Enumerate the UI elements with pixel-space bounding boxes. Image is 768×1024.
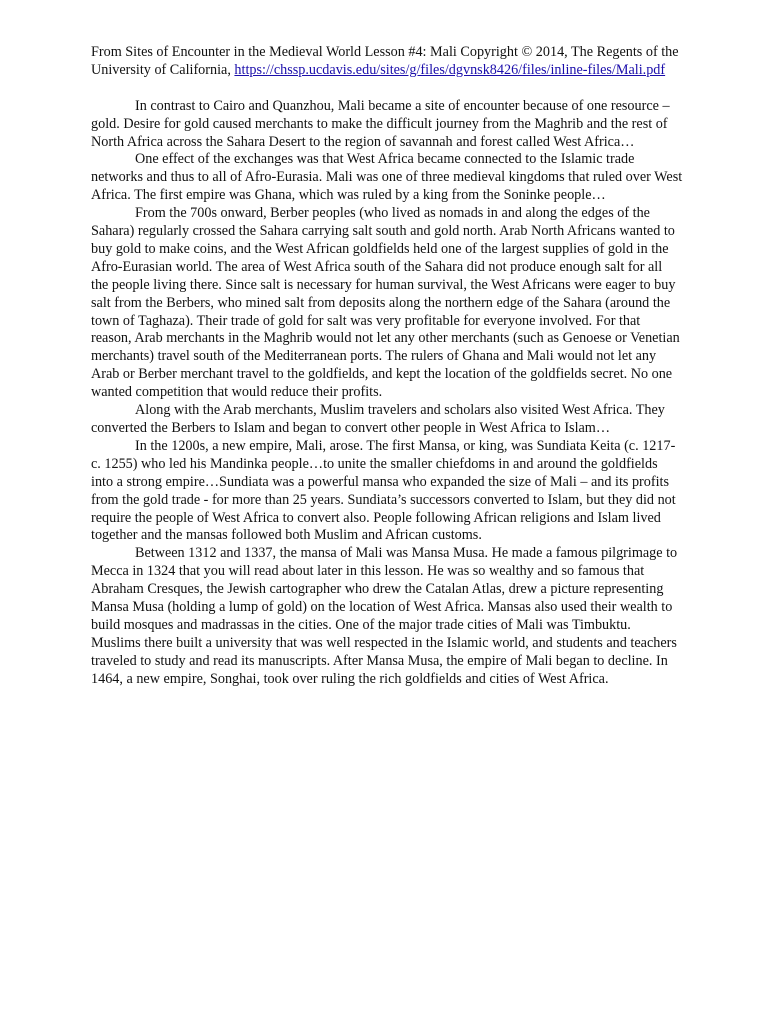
document-page — [91, 44, 683, 689]
paragraph-3: From the 700s onward, Berber peoples (who lived as nomads in and along the edges of the Sahara) regularly crossed the Sahara carrying salt south and gold north. Arab North Africans wanted to buy gold to make coins, and the West African goldfields held one of the largest supplies of gold in the Afro-Eurasian world. The area of West Africa south of the Sahara did not produce enough salt for all the people living there. Since salt is necessary for human survival, the West Africans were eager to buy salt from the Berbers, who mined salt from deposits along the northern edge of the Sahara (around the town of Taghaza). Their trade of gold for salt was very profitable for everyone involved. For that reason, Arab merchants in the Maghrib would not let any other merchants (such as Genoese or Venetian merchants) travel south of the Mediterranean ports. The rulers of Ghana and Mali would not let any Arab or Berber merchant travel to the goldfields, and kept the location of the goldfields secret. No one wanted competition that would reduce their profits. — [91, 205, 680, 401]
paragraph-6: Between 1312 and 1337, the mansa of Mali was Mansa Musa. He made a famous pilgrimage to Mecca in 1324 that you will read about later in this lesson. He was so wealthy and so famous that Abraham Cresques, the Jewish cartographer who drew the Catalan Atlas, drew a picture representing Mansa Musa (holding a lump of gold) on the location of West Africa. Mansas also used their wealth to build mosques and madrassas in the cities. One of the major trade cities of Mali was Timbuktu. Muslims there built a university that was well respected in the Islamic world, and students and teachers traveled to study and read its manuscripts. After Mansa Musa, the empire of Mali began to decline. In 1464, a new empire, Songhai, took over ruling the rich goldfields and cities of West Africa. — [91, 545, 678, 687]
paragraph-5: In the 1200s, a new empire, Mali, arose. The first Mansa, or king, was Sundiata Keita (c. 1217-c. 1255) who led his Mandinka people…to unite the smaller chiefdoms in and around the goldfields into a strong empire…Sundiata was a powerful mansa who expanded the size of Mali – and its profits from the gold trade - for more than 25 years. Sundiata’s successors converted to Islam, but they did not require the people of West Africa to convert also. People following African religions and Islam lived together and the mansas followed both Muslim and African customs. — [91, 437, 676, 544]
source-citation-text: From Sites of Encounter in the Medieval World Lesson #4: Mali Copyright © 2014, The Regents of the University of California, — [91, 44, 679, 78]
paragraph-1: In contrast to Cairo and Quanzhou, Mali became a site of encounter because of one resource – gold. Desire for gold caused merchants to make the difficult journey from the Maghrib and the rest of North Africa across the Sahara Desert to the region of savannah and forest called West Africa… — [91, 97, 670, 150]
document-body — [91, 98, 683, 689]
source-link[interactable]: https://chssp.ucdavis.edu/sites/g/files/dgvnsk8426/files/inline-files/Mali.pdf — [234, 61, 666, 78]
source-citation — [91, 44, 683, 80]
paragraph-4: Along with the Arab merchants, Muslim travelers and scholars also visited West Africa. They converted the Berbers to Islam and began to convert other people in West Africa to Islam… — [91, 402, 665, 437]
paragraph-2: One effect of the exchanges was that West Africa became connected to the Islamic trade networks and thus to all of Afro-Eurasia. Mali was one of three medieval kingdoms that ruled over West Africa. The first empire was Ghana, which was ruled by a king from the Soninke people… — [91, 151, 683, 204]
